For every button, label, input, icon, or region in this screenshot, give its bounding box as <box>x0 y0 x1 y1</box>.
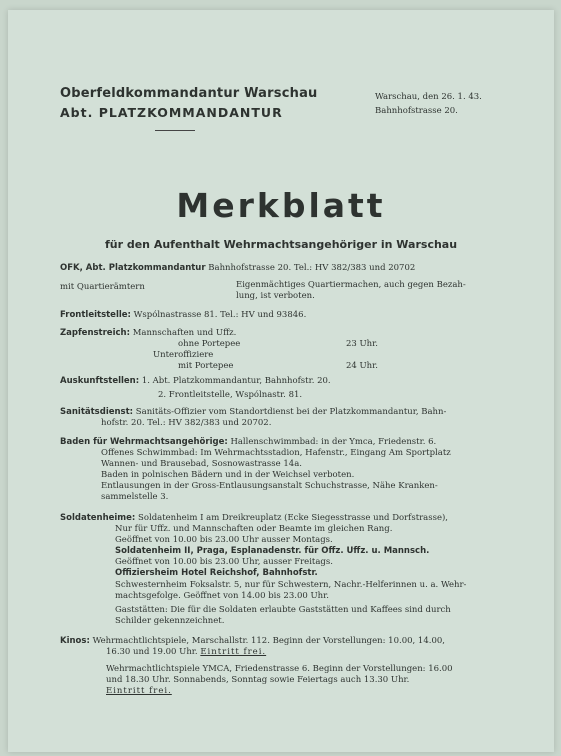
frontleitstelle-line <box>60 310 306 321</box>
kinos-label: Kinos: <box>60 636 90 646</box>
soldatenheime-text-8: machtsgefolge. Geöffnet von 14.00 bis 23.00 Uhr. <box>115 591 329 601</box>
org-name: Oberfeldkommandantur Warschau <box>60 86 318 101</box>
ofk-address: Bahnhofstrasse 20. Tel.: HV 382/383 und 20702 <box>208 263 416 273</box>
baden-text-4: Baden in polnischen Bädern und in der Weichsel verboten. <box>101 470 355 480</box>
place-date-block <box>375 90 482 118</box>
zapfenstreich-time2: 24 Uhr. <box>346 361 378 371</box>
zapfenstreich-group1-sub: ohne Portepee <box>178 339 241 349</box>
auskunft-item-2: 2. Frontleitstelle, Wspólnastr. 81. <box>158 390 303 400</box>
ofk-quarters-note: Eigenmächtiges Quartiermachen, auch gegen Bezah- <box>236 280 466 290</box>
kinos-text-3: Wehrmachtlichtspiele YMCA, Friedenstrasse 6. Beginn der Vorstellungen: 16.00 <box>106 664 453 674</box>
page-subtitle: für den Aufenthalt Wehrmachtsangehöriger in Warschau <box>104 238 458 251</box>
soldatenheime-line <box>60 513 448 524</box>
zapfenstreich-group1: Mannschaften und Uffz. <box>132 328 237 338</box>
frontleitstelle-text: Wspólnastrasse 81. Tel.: HV und 93846. <box>133 310 307 320</box>
ofk-label: OFK, Abt. Platzkommandantur <box>60 263 206 273</box>
ofk-quarters-note-2: lung, ist verboten. <box>236 291 315 301</box>
kinos-text-4: und 18.30 Uhr. Sonnabends, Sonntag sowie Feiertags auch 13.30 Uhr. <box>106 675 410 685</box>
office-address: Bahnhofstrasse 20. <box>375 106 458 116</box>
baden-text-6: sammelstelle 3. <box>101 492 169 502</box>
baden-text-2: Offenes Schwimmbad: Im Wehrmachtsstadion, Hafenstr., Eingang Am Sportplatz <box>101 448 451 458</box>
ofk-line <box>60 263 415 274</box>
soldatenheime-text-4: Soldatenheim II, Praga, Esplanadenstr. für Offz. Uffz. u. Mannsch. <box>115 546 430 556</box>
soldatenheime-text-3: Geöffnet von 10.00 bis 23.00 Uhr ausser Montags. <box>115 535 333 545</box>
sanitaet-line <box>60 407 446 418</box>
zapfenstreich-label: Zapfenstreich: <box>60 328 130 338</box>
frontleitstelle-label: Frontleitstelle: <box>60 310 131 320</box>
soldatenheime-text-7: Schwesternheim Foksalstr. 5, nur für Schwestern, Nachr.-Helferinnen u. a. Wehr- <box>115 580 467 590</box>
auskunft-item-1: 1. Abt. Platzkommandantur, Bahnhofstr. 20. <box>141 376 331 386</box>
kinos-eintritt-2: Eintritt frei. <box>106 686 172 696</box>
header-divider <box>155 130 195 131</box>
soldatenheime-label: Soldatenheime: <box>60 513 136 523</box>
kinos-text-1: Wehrmachtlichtspiele, Marschallstr. 112. Beginn der Vorstellungen: 10.00, 14.00, <box>92 636 445 646</box>
sanitaet-label: Sanitätsdienst: <box>60 407 134 417</box>
zapfenstreich-line <box>60 328 236 339</box>
zapfenstreich-group2: Unteroffiziere <box>153 350 214 360</box>
soldatenheime-text-10: Schilder gekennzeichnet. <box>115 616 225 626</box>
baden-text-1: Hallenschwimmbad: in der Ymca, Friedenstr. 6. <box>230 437 437 447</box>
kinos-text-2-line <box>106 647 266 658</box>
zapfenstreich-group2-sub: mit Portepee <box>178 361 234 371</box>
ofk-quarters: mit Quartierämtern <box>60 282 145 292</box>
baden-line <box>60 437 436 448</box>
soldatenheime-text-9: Gaststätten: Die für die Soldaten erlaubte Gaststätten und Kaffees sind durch <box>115 605 451 615</box>
sanitaet-text-2: hofstr. 20. Tel.: HV 382/383 und 20702. <box>101 418 272 428</box>
soldatenheime-text-1: Soldatenheim I am Dreikreuplatz (Ecke Siegesstrasse und Dorfstrasse), <box>138 513 449 523</box>
kinos-line <box>60 636 445 647</box>
sanitaet-text: Sanitäts-Offizier vom Standortdienst bei der Platzkommandantur, Bahn- <box>135 407 447 417</box>
soldatenheime-text-2: Nur für Uffz. und Mannschaften oder Beamte im gleichen Rang. <box>115 524 393 534</box>
soldatenheime-text-6: Offiziersheim Hotel Reichshof, Bahnhofstr. <box>115 568 318 578</box>
baden-label: Baden für Wehrmachtsangehörige: <box>60 437 228 447</box>
document-sheet <box>8 10 554 752</box>
kinos-eintritt-1: Eintritt frei. <box>200 647 267 657</box>
auskunft-line <box>60 376 331 387</box>
page-title: Merkblatt <box>176 186 386 225</box>
kinos-text-2: 16.30 und 19.00 Uhr. <box>106 647 198 657</box>
baden-text-5: Entlausungen in der Gross-Entlausungsanstalt Schuchstrasse, Nähe Kranken- <box>101 481 438 491</box>
baden-text-3: Wannen- und Brausebad, Sosnowastrasse 14a. <box>101 459 302 469</box>
zapfenstreich-time1: 23 Uhr. <box>346 339 378 349</box>
org-department: Abt. PLATZKOMMANDANTUR <box>60 105 283 120</box>
soldatenheime-text-5: Geöffnet von 10.00 bis 23.00 Uhr, ausser Freitags. <box>115 557 333 567</box>
letterhead <box>60 86 318 131</box>
auskunft-label: Auskunftstellen: <box>60 376 140 386</box>
place-date: Warschau, den 26. 1. 43. <box>375 92 482 102</box>
